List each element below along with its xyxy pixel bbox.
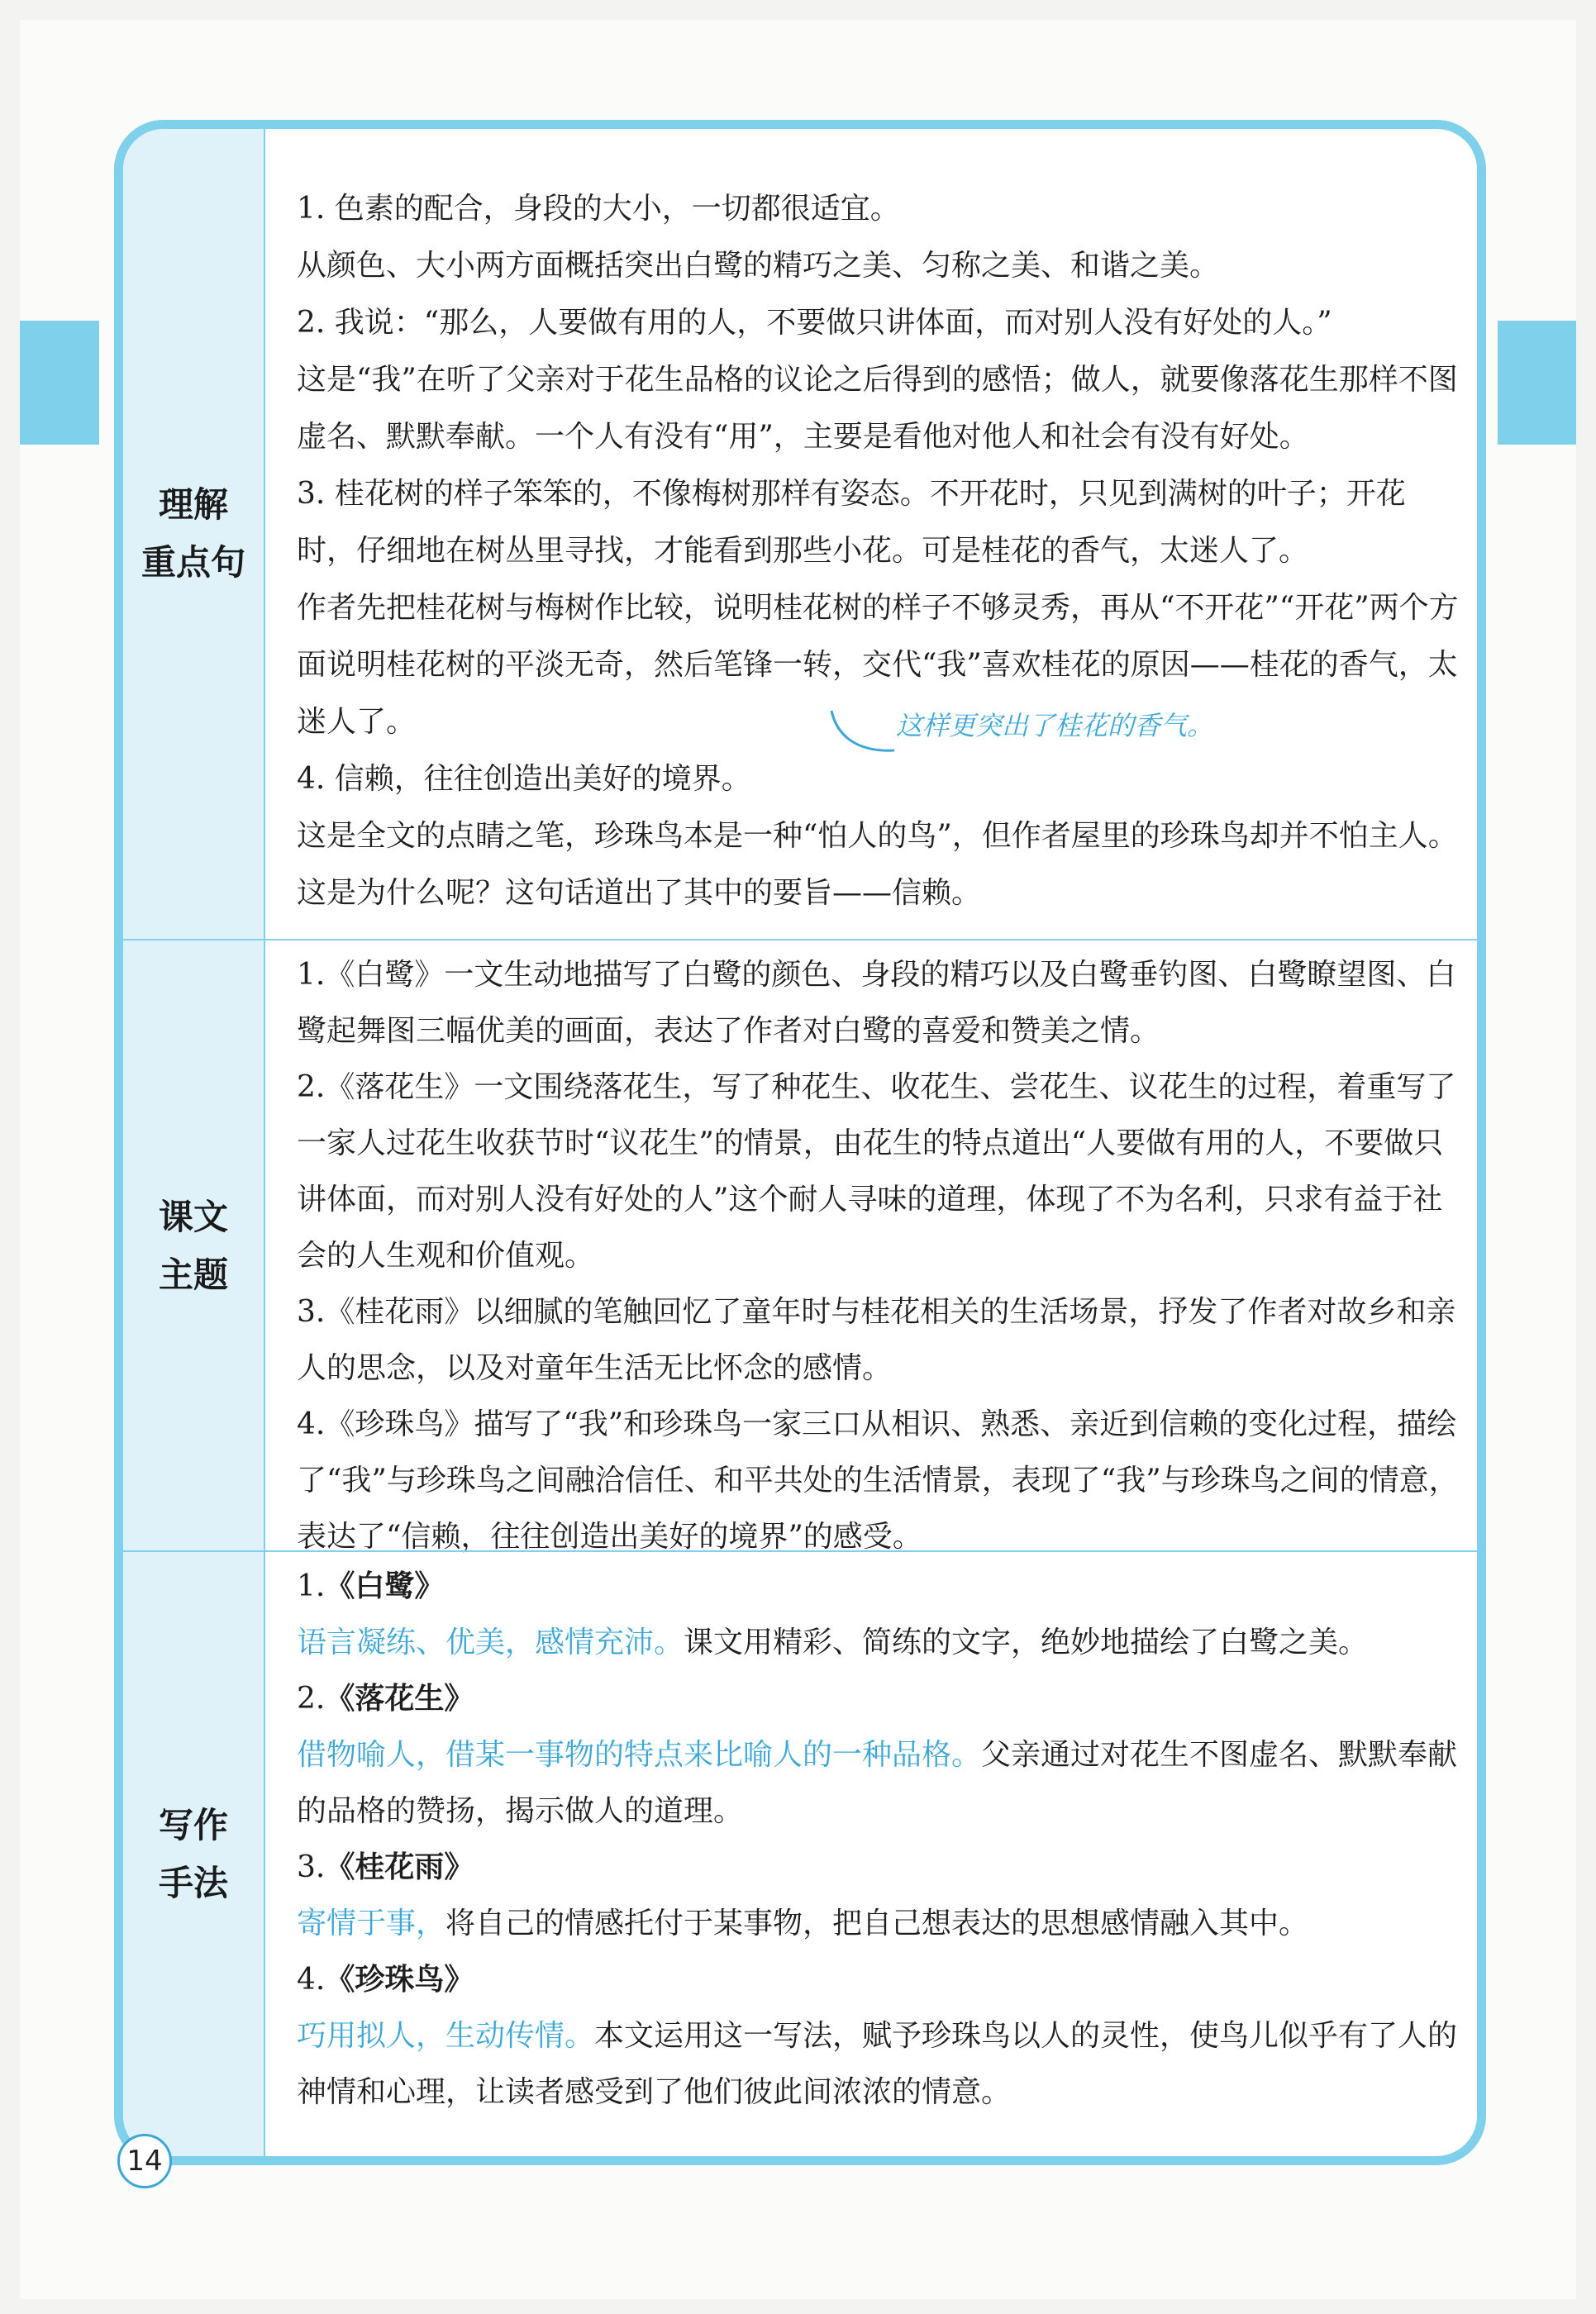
page-number: 14	[117, 2134, 172, 2188]
paragraph: 2.《落花生》一文围绕落花生，写了种花生、收花生、尝花生、议花生的过程，着重写了一家人过花生收获节时“议花生”的情景，由花生的特点道出“人要做有用的人，不要做只讲体面，而对别人没有好处的人”这个耐人寻味的道理，体现了不为名利，只求有益于社会的人生观和价值观。	[297, 1070, 1456, 1273]
paragraph: 2. 我说：“那么，人要做有用的人，不要做只讲体面，而对别人没有好处的人。”	[297, 306, 1332, 340]
item-title: 2.《落花生》	[297, 1682, 474, 1716]
item-title: 3.《桂花雨》	[297, 1850, 474, 1884]
right-edge-tab	[1498, 321, 1576, 445]
section-themes	[123, 939, 1477, 1552]
highlight-text: 借物喻人，借某一事物的特点来比喻人的一种品格。	[297, 1738, 982, 1772]
paragraph: 从颜色、大小两方面概括突出白鹭的精巧之美、匀称之美、和谐之美。	[297, 249, 1220, 283]
section-key-sentences	[123, 129, 1477, 939]
section-writing-techniques	[123, 1550, 1477, 2156]
item-title: 4.《珍珠鸟》	[297, 1963, 474, 1997]
handwritten-arrow-icon	[830, 707, 896, 757]
item-body: 寄情于事，将自己的情感托付于某事物，把自己想表达的思想感情融入其中。	[297, 1907, 1309, 1940]
item-title: 1.《白鹭》	[297, 1569, 445, 1603]
item-body: 借物喻人，借某一事物的特点来比喻人的一种品格。父亲通过对花生不图虚名、默默奉献的品格的赞扬，揭示做人的道理。	[297, 1738, 1458, 1828]
section-label: 理解 重点句	[141, 484, 245, 583]
item-body: 语言凝练、优美，感情充沛。课文用精彩、简练的文字，绝妙地描绘了白鹭之美。	[297, 1626, 1369, 1659]
content-frame	[114, 120, 1486, 2165]
section-content	[297, 947, 1459, 1565]
section-content	[297, 180, 1459, 921]
paragraph: 1. 色素的配合，身段的大小，一切都很适宜。	[297, 192, 900, 226]
paragraph: 这是全文的点睛之笔，珍珠鸟本是一种“怕人的鸟”，但作者屋里的珍珠鸟却并不怕主人。这是为什么呢？这句话道出了其中的要旨——信赖。	[297, 819, 1458, 910]
item-body: 巧用拟人，生动传情。本文运用这一写法，赋予珍珠鸟以人的灵性，使鸟儿似乎有了人的神情和心理，让读者感受到了他们彼此间浓浓的情意。	[297, 2019, 1458, 2109]
paragraph: 4.《珍珠鸟》描写了“我”和珍珠鸟一家三口从相识、熟悉、亲近到信赖的变化过程，描绘了“我”与珍珠鸟之间融洽信任、和平共处的生活情景，表现了“我”与珍珠鸟之间的情意，表达了“信赖，往往创造出美好的境界”的感受。	[297, 1407, 1459, 1554]
paragraph: 3. 桂花树的样子笨笨的，不像梅树那样有姿态。不开花时，只见到满树的叶子；开花时，仔细地在树丛里寻找，才能看到那些小花。可是桂花的香气，太迷人了。	[297, 477, 1406, 568]
left-edge-tab	[20, 321, 99, 445]
highlight-text: 巧用拟人，生动传情。	[297, 2019, 595, 2053]
section-label-column	[123, 129, 265, 939]
paragraph: 1.《白鹭》一文生动地描写了白鹭的颜色、身段的精巧以及白鹭垂钓图、白鹭瞭望图、白鹭起舞图三幅优美的画面，表达了作者对白鹭的喜爱和赞美之情。	[297, 958, 1456, 1048]
paragraph: 4. 信赖，往往创造出美好的境界。	[297, 762, 751, 796]
highlight-text: 语言凝练、优美，感情充沛。	[297, 1626, 684, 1659]
section-label-column	[123, 940, 265, 1552]
section-label: 写作 手法	[158, 1804, 228, 1903]
highlight-text: 寄情于事，	[297, 1907, 446, 1940]
paragraph: 作者先把桂花树与梅树作比较，说明桂花树的样子不够灵秀，再从“不开花”“开花”两个方面说明桂花树的平淡无奇，然后笔锋一转，交代“我”喜欢桂花的原因——桂花的香气，太迷人了。	[297, 591, 1459, 739]
paragraph: 这是“我”在听了父亲对于花生品格的议论之后得到的感悟；做人，就要像落花生那样不图虚名、默默奉献。一个人有没有“用”，主要是看他对他人和社会有没有好处。	[297, 363, 1458, 454]
section-label: 课文 主题	[158, 1197, 228, 1295]
handwritten-note: 这样更突出了桂花的香气。	[896, 710, 1214, 741]
section-label-column	[123, 1552, 265, 2156]
paragraph: 3.《桂花雨》以细腻的笔触回忆了童年时与桂花相关的生活场景，抒发了作者对故乡和亲人的思念，以及对童年生活无比怀念的感情。	[297, 1295, 1456, 1385]
section-content	[297, 1559, 1459, 2121]
